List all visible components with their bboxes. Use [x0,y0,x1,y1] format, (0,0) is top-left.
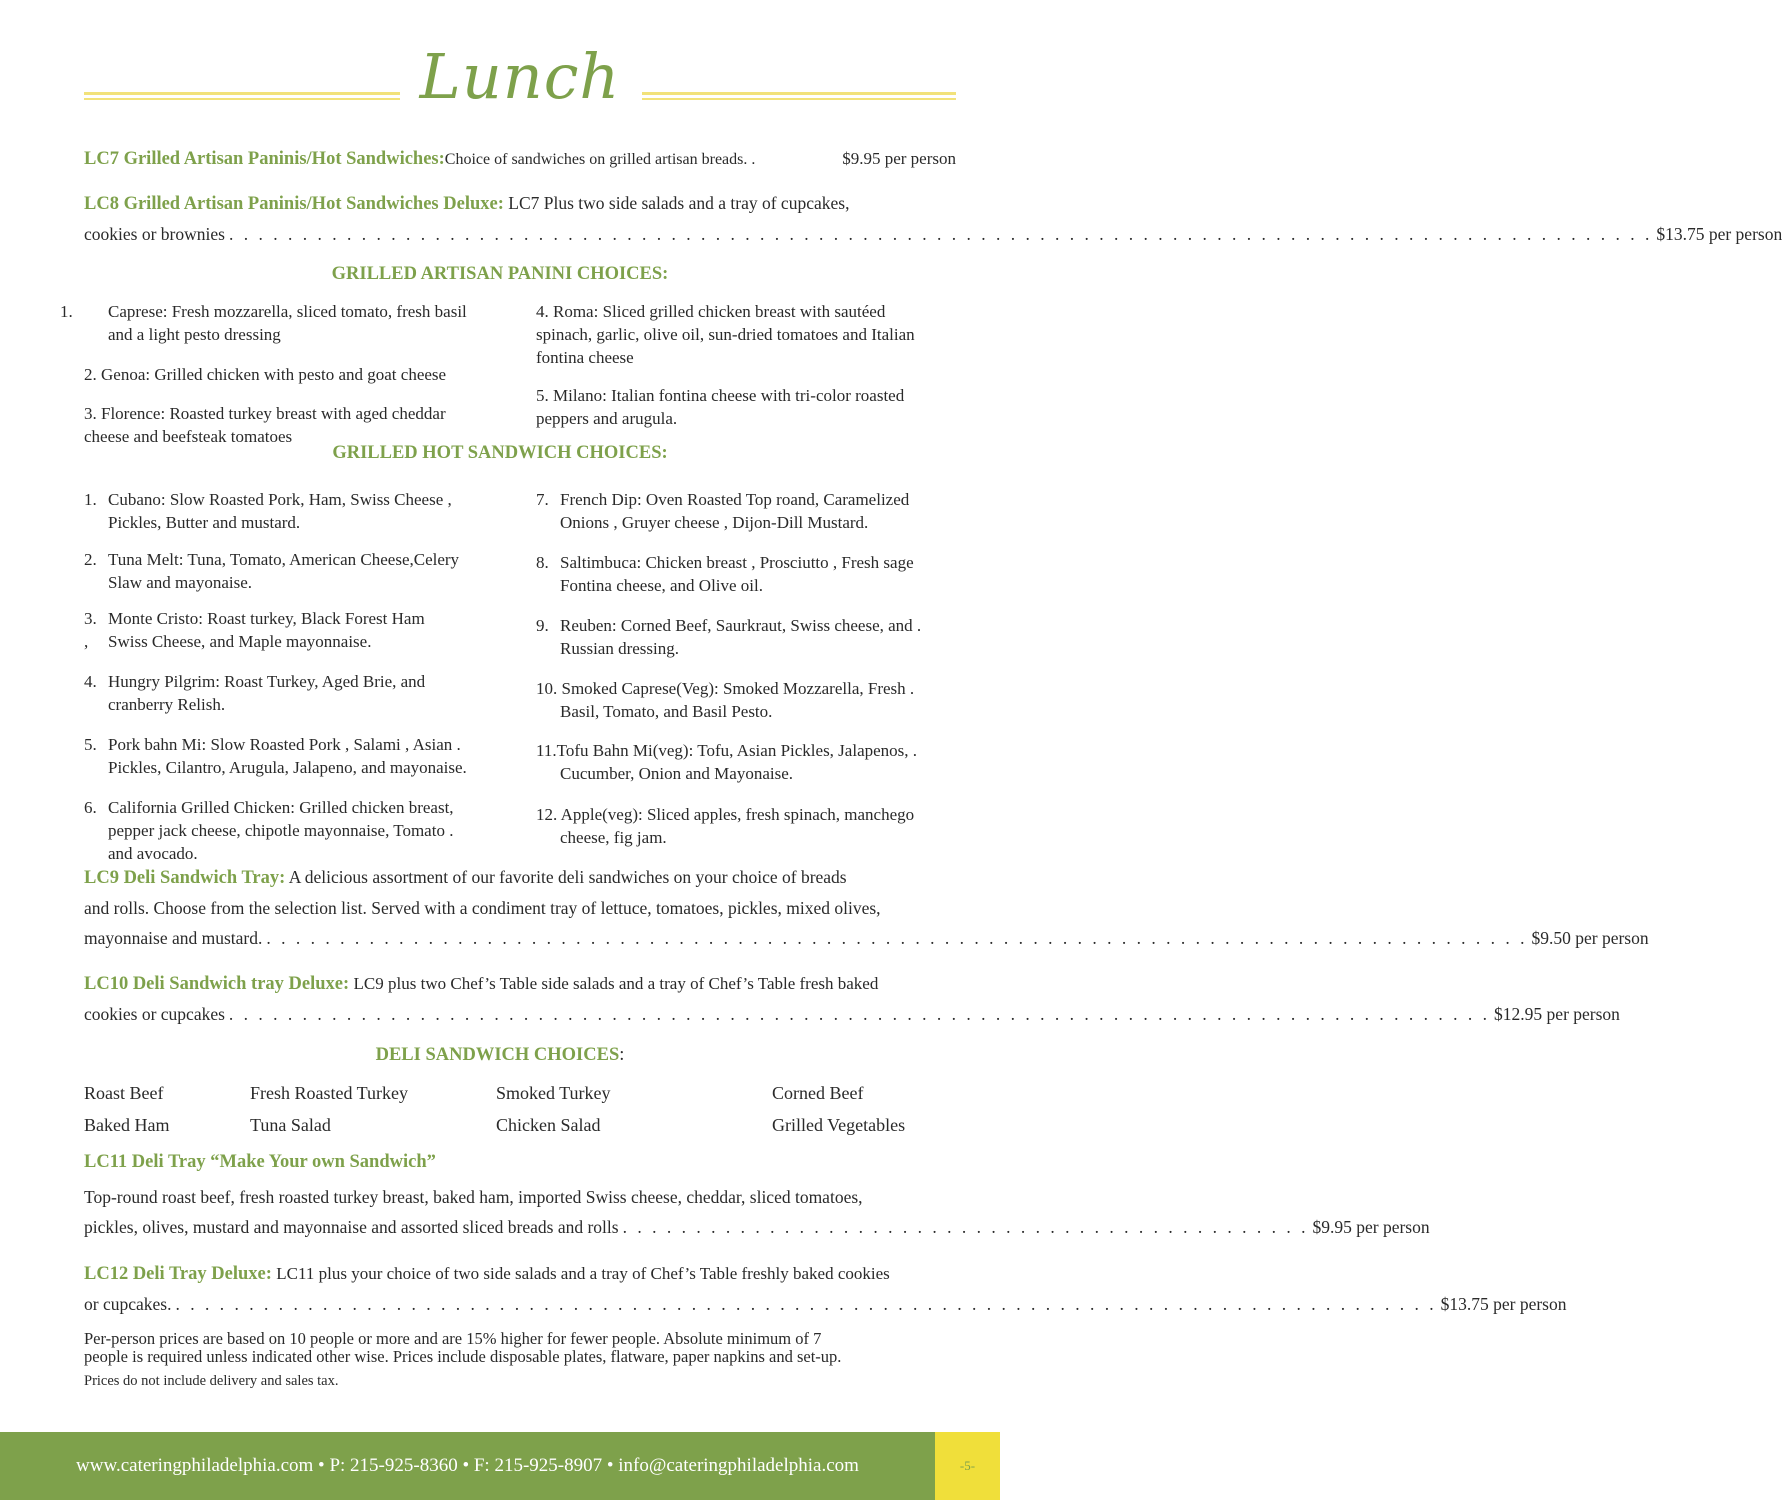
lc10-price: $12.95 per person [1494,1004,1620,1024]
deli-choice: Smoked Turkey [496,1082,611,1103]
lc8-desc2: cookies or brownies [84,224,225,244]
panini-heading: GRILLED ARTISAN PANINI CHOICES: [331,264,669,284]
note-line-3: Prices do not include delivery and sales tax. [84,1373,339,1389]
footer-fax: F: 215-925-8907 [473,1455,603,1476]
hot-item-6: 6. California Grilled Chicken: Grilled chicken breast, pepper jack cheese, chipotle mayonnaise, Tomato . and avocado. [84,798,454,863]
hot-item-10: 10. Smoked Caprese(Veg): Smoked Mozzarella, Fresh . Basil, Tomato, and Basil Pesto. [536,679,915,721]
hot-item-5: 5. Pork bahn Mi: Slow Roasted Pork , Salami , Asian . Pickles, Cilantro, Arugula, Jalapeno, and mayonaise. [84,735,467,777]
page-title: Lunch [419,40,621,113]
deli-choice: Chicken Salad [496,1114,601,1135]
lc9-desc1: A delicious assortment of our favorite deli sandwiches on your choice of breads [288,867,847,887]
footer-email[interactable]: info@cateringphiladelphia.com [618,1455,859,1476]
hot-item-12: 12. Apple(veg): Sliced apples, fresh spinach, manchego cheese, fig jam. [536,805,915,847]
deli-choice: Fresh Roasted Turkey [250,1082,409,1103]
deli-choice: Tuna Salad [250,1114,331,1135]
lc12-desc1: LC11 plus your choice of two side salads and a tray of Chef’s Table freshly baked cookies [276,1264,890,1283]
lc8-block: LC8 Grilled Artisan Paninis/Hot Sandwiches Deluxe: LC7 Plus two side salads and a tray of cupcakes, cookies or brownies . . . . . . . . . . . . . . . . . . . . . . . . . . . . . . . . . . . . . . . . . . . . . . . . . . . . . . . . . . . . . . . . . . . . . . . . . . . . . . . . . . . . . . . . . . . . . . . . . $13.75 per person [84,188,956,249]
hot-item-11: 11.Tofu Bahn Mi(veg): Tofu, Asian Pickles, Jalapenos, . Cucumber, Onion and Mayonaise. [536,741,918,783]
footer-bar: www.cateringphiladelphia.com • P: 215-925-8360 • F: 215-925-8907 • info@cateringphiladelphia.com [0,1432,935,1500]
lc11-desc2: pickles, olives, mustard and mayonnaise and assorted sliced breads and rolls [84,1217,619,1237]
hot-item-4: 4. Hungry Pilgrim: Roast Turkey, Aged Brie, and cranberry Relish. [84,672,426,714]
lc12-block: LC12 Deli Tray Deluxe: LC11 plus your choice of two side salads and a tray of Chef’s Table freshly baked cookies or cupcakes. . . . . . . . . . . . . . . . . . . . . . . . . . . . . . . . . . . . . . . . . . . . . . . . . . . . . . . . . . . . . . . . . . . . . . . . . . . . . . . . . . . . . . . $13.75 per person [84,1258,956,1319]
lc10-desc2: cookies or cupcakes [84,1004,225,1024]
lc9-label: LC9 Deli Sandwich Tray: [84,868,286,888]
lc7-line [84,145,956,174]
lc8-label: LC8 Grilled Artisan Paninis/Hot Sandwiches Deluxe: [84,194,504,214]
pricing-notes [84,1330,956,1390]
hot-item-8: 8. Saltimbuca: Chicken breast , Prosciutto , Fresh sage Fontina cheese, and Olive oil. [536,553,914,595]
hot-item-7: 7. French Dip: Oven Roasted Top roand, Caramelized Onions , Gruyer cheese , Dijon-Dill Mustard. [536,490,910,532]
lc7-price: $9.95 per person [842,149,956,168]
panini-item-3: 3. Florence: Roasted turkey breast with aged cheddar cheese and beefsteak tomatoes [84,404,446,446]
lc7-desc: Choice of sandwiches on grilled artisan breads. . [444,151,756,168]
note-line-1: Per-person prices are based on 10 people or more and are 15% higher for fewer people. Absolute minimum of 7 [84,1329,822,1348]
deli-choice: Grilled Vegetables [772,1114,906,1135]
lc8-desc1: LC7 Plus two side salads and a tray of cupcakes, [508,193,850,213]
panini-item-2: 2. Genoa: Grilled chicken with pesto and goat cheese [84,365,447,384]
lc9-desc3: mayonnaise and mustard. [84,928,263,948]
hot-item-3: 3. Monte Cristo: Roast turkey, Black Forest Ham , Swiss Cheese, and Maple mayonnaise. [84,609,425,651]
hot-heading: GRILLED HOT SANDWICH CHOICES: [332,443,668,463]
lc9-price: $9.50 per person [1531,928,1649,948]
lc11-block: Top-round roast beef, fresh roasted turkey breast, baked ham, imported Swiss cheese, cheddar, sliced tomatoes, pickles, olives, mustard and mayonnaise and assorted sliced breads and rolls . . . . . . . . . . . . . . . . . . . . . . . . . . . . . . . . . . . . . . . . . . . . . . . $9.95 per person [84,1182,956,1242]
footer-phone: P: 215-925-8360 [329,1455,458,1476]
lc10-label: LC10 Deli Sandwich tray Deluxe: [84,974,350,994]
lc9-block: LC9 Deli Sandwich Tray: A delicious assortment of our favorite deli sandwiches on your choice of breads and rolls. Choose from the selection list. Served with a condiment tray of lettuce, tomatoes, pickles, mixed olives, mayonnaise and mustard. . . . . . . . . . . . . . . . . . . . . . . . . . . . . . . . . . . . . . . . . . . . . . . . . . . . . . . . . . . . . . . . . . . . . . . . . . . . . . . . . . . . . . . $9.50 per person [84,862,956,953]
panini-item-4: 4. Roma: Sliced grilled chicken breast with sautéed spinach, garlic, olive oil, sun-dried tomatoes and Italian fontina cheese [536,302,915,367]
note-line-2: people is required unless indicated other wise. Prices include disposable plates, flatware, paper napkins and set-up. [84,1347,842,1366]
lc11-label: LC11 Deli Tray “Make Your own Sandwich” [84,1152,436,1172]
deli-choice: Corned Beef [772,1082,864,1103]
deli-row [84,1109,956,1141]
hot-item-9: 9. Reuben: Corned Beef, Saurkraut, Swiss cheese, and . Russian dressing. [536,616,922,658]
lc8-price: $13.75 per person [1656,224,1782,244]
lc12-label: LC12 Deli Tray Deluxe: [84,1264,272,1284]
hot-item-1: 1. Cubano: Slow Roasted Pork, Ham, Swiss Cheese , Pickles, Butter and mustard. [84,490,452,532]
lc11-desc1: Top-round roast beef, fresh roasted turkey breast, baked ham, imported Swiss cheese, cheddar, sliced tomatoes, [84,1187,863,1207]
lc10-desc1: LC9 plus two Chef’s Table side salads and a tray of Chef’s Table fresh baked [353,974,879,993]
lc10-block: LC10 Deli Sandwich tray Deluxe: LC9 plus two Chef’s Table side salads and a tray of Chef’s Table fresh baked cookies or cupcakes . . . . . . . . . . . . . . . . . . . . . . . . . . . . . . . . . . . . . . . . . . . . . . . . . . . . . . . . . . . . . . . . . . . . . . . . . . . . . . . . . . . . . . $12.95 per person [84,968,956,1029]
lc12-desc2: or cupcakes. [84,1294,172,1314]
lc7-label: LC7 Grilled Artisan Paninis/Hot Sandwiches: [84,149,445,169]
deli-choice: Roast Beef [84,1082,164,1103]
deli-choice: Baked Ham [84,1114,170,1135]
footer-website[interactable]: www.cateringphiladelphia.com [76,1455,314,1476]
lc9-desc2: and rolls. Choose from the selection list. Served with a condiment tray of lettuce, tomatoes, pickles, mixed olives, [84,898,881,918]
hot-item-2: 2. Tuna Melt: Tuna, Tomato, American Cheese,Celery Slaw and mayonaise. [84,550,460,592]
deli-row [84,1077,956,1109]
panini-item-5: 5. Milano: Italian fontina cheese with tri-color roasted peppers and arugula. [536,386,905,428]
title-rule-right [642,92,956,95]
panini-item-1: 1. Caprese: Fresh mozzarella, sliced tomato, fresh basil and a light pesto dressing [60,302,467,344]
title-rule-left [84,92,400,95]
deli-heading: DELI SANDWICH CHOICES: [375,1045,625,1065]
lc12-price: $13.75 per person [1440,1294,1567,1314]
deli-choices-table [84,1077,956,1141]
page-number: -5- [935,1432,1000,1500]
lc11-price: $9.95 per person [1312,1217,1430,1237]
